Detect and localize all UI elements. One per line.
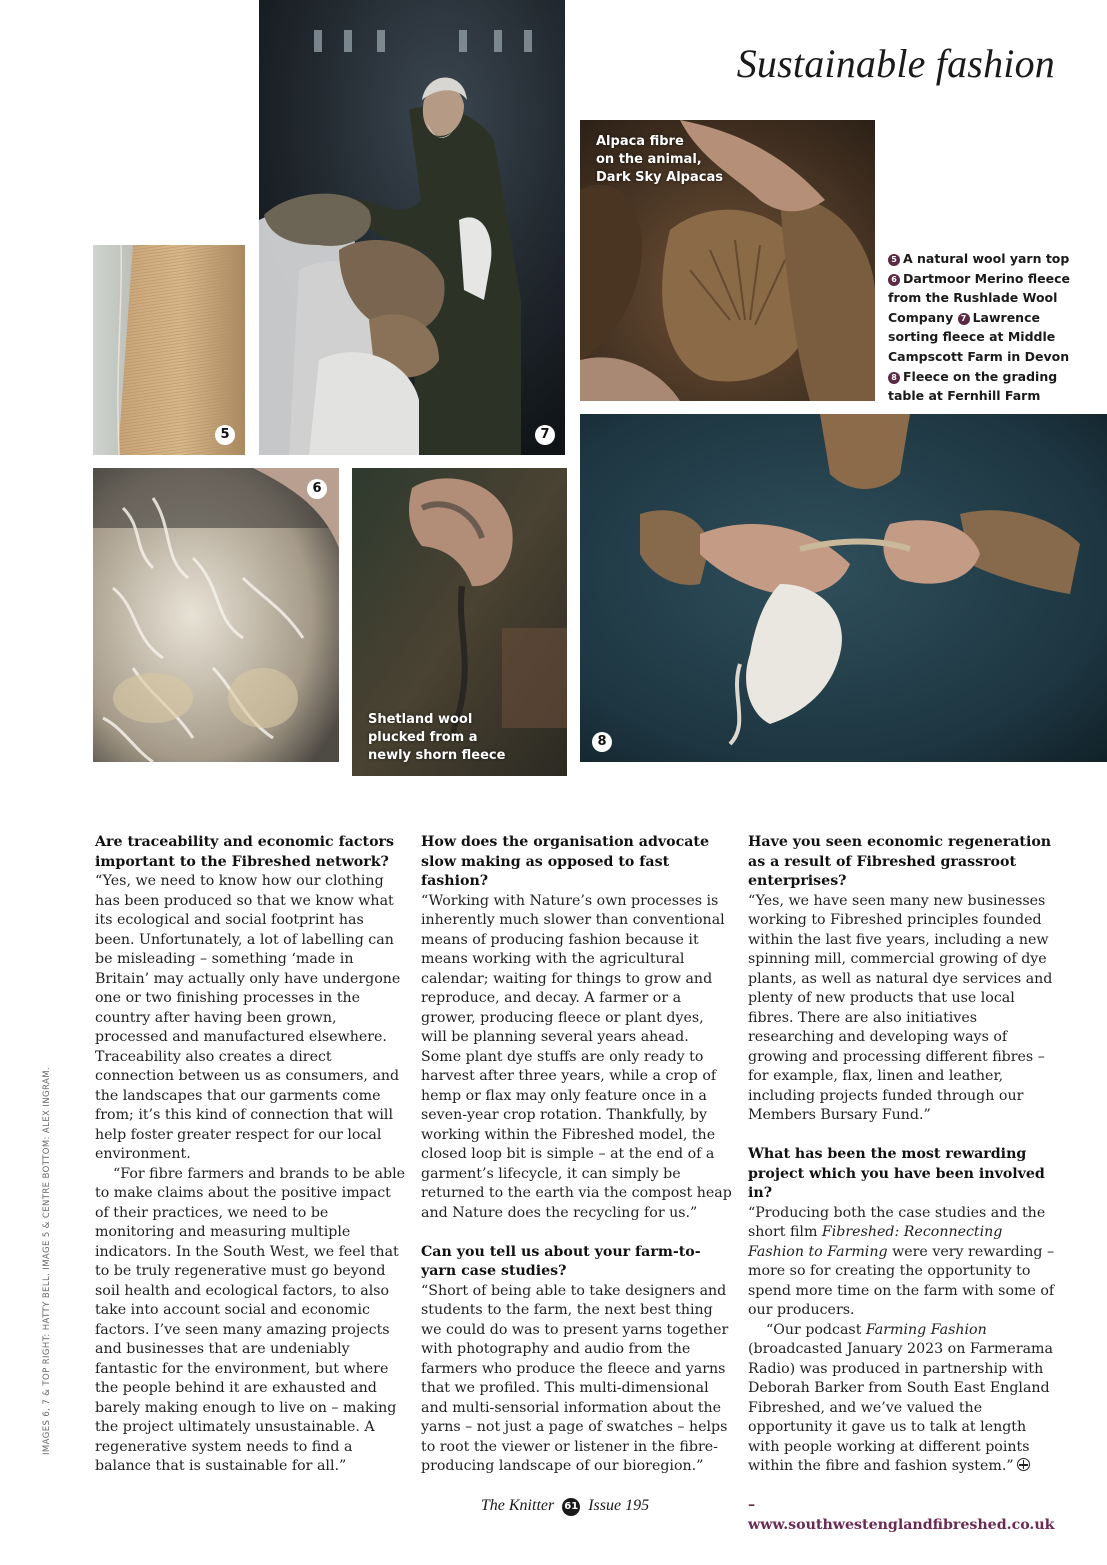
photo-sorting-fleece — [259, 0, 565, 455]
photo-number-badge: 7 — [535, 425, 555, 445]
question-heading: Can you tell us about your farm-to-yarn case studies? — [421, 1243, 701, 1279]
page-footer — [0, 1497, 1107, 1516]
photo-caption-shetland: Shetland wool plucked from a newly shorn fleece — [368, 712, 506, 763]
image-credit: IMAGES 6, 7 & TOP RIGHT: HATTY BELL. IMAGE 5 & CENTRE BOTTOM: ALEX INGRAM. — [42, 1066, 52, 1455]
film-title: Fibreshed: Reconnecting Fashion to Farming — [748, 1224, 1003, 1260]
issue-number: Issue 195 — [588, 1497, 650, 1514]
caption-text: Lawrence sorting fleece at Middle Campscott Farm in Devon — [888, 309, 1070, 364]
photo-captions — [888, 249, 1073, 406]
question-heading: Are traceability and economic factors important to the Fibreshed network? — [95, 834, 395, 870]
question-heading: Have you seen economic regeneration as a result of Fibreshed grassroot enterprises? — [748, 834, 1052, 889]
answer-paragraph: “Yes, we have seen many new businesses working to Fibreshed principles founded within the last five years, including a new spinning mill, commercial growing of dye plants, as well as natural dye services and plenty of new products that use local fibres. There are also initiatives researching and developing ways of growing and processing different fibres – for example, flax, linen and leather, including projects funded through our Members Bursary Fund.” — [748, 892, 1053, 1123]
photo-fleece-grading — [580, 414, 1107, 762]
photo-shetland-wool — [352, 468, 567, 776]
photo-alpaca-fibre — [580, 120, 875, 401]
website-link[interactable]: – www.southwestenglandfibreshed.co.uk — [748, 1497, 1055, 1533]
article-column-2 — [421, 833, 733, 1477]
caption-number: 6 — [888, 274, 900, 286]
answer-paragraph: “Our podcast Farming Fashion (broadcasted January 2023 on Farmerama Radio) was produced in partnership with Deborah Barker from South East England Fibreshed, and we’ve valued the opportunity it gave us to talk at length with people working at different points within the fibre and fashion system.” — [748, 1321, 1053, 1474]
caption-text: Dartmoor Merino fleece from the Rushlade Wool Company — [888, 270, 1070, 325]
photo-number-badge: 5 — [215, 425, 235, 445]
question-heading: How does the organisation advocate slow making as opposed to fast fashion? — [421, 834, 710, 889]
photo-number-badge: 8 — [592, 732, 612, 752]
caption-number: 8 — [888, 372, 900, 384]
photo-yarn-cone — [93, 245, 245, 455]
magazine-name: The Knitter — [480, 1497, 555, 1514]
caption-text: Fleece on the grading table at Fernhill Farm — [888, 368, 1058, 404]
photo-number-badge: 6 — [307, 479, 327, 499]
section-title: Sustainable fashion — [736, 41, 1055, 86]
caption-number: 7 — [958, 313, 970, 325]
answer-paragraph: “Yes, we need to know how our clothing has been produced so that we know what its ecological and social footprint has been. Unfortunately, a lot of labelling can be misleading – something ‘made in Britain’ may actually only have undergone one or two finishing processes in the country after having been grown, processed and manufactured elsewhere. Traceability also creates a direct connection between us as consumers, and the landscapes that our garments come from; it’s this kind of connection that will help foster greater respect for our local environment. — [95, 873, 401, 1162]
answer-paragraph: “Working with Nature’s own processes is inherently much slower than conventional means of producing fashion because it means working with the agricultural calendar; waiting for things to grow and reproduce, and decay. A farmer or a grower, producing fleece or plant dyes, will be planning several years ahead. Some plant dye stuffs are only ready to harvest after three years, while a crop of hemp or flax may only feature once in a seven-year crop rotation. Thankfully, by working within the Fibreshed model, the closed loop bit is simple – at the end of a garment’s lifecycle, it can simply be returned to the earth via the compost heap and Nature does the recycling for us.” — [421, 892, 732, 1221]
photo-merino-fleece — [93, 468, 339, 762]
photo-caption-alpaca: Alpaca fibre on the animal, Dark Sky Alpacas — [596, 134, 723, 185]
article-column-1 — [95, 833, 407, 1477]
article-column-3 — [748, 833, 1060, 1535]
answer-paragraph: “Producing both the case studies and the short film Fibreshed: Reconnecting Fashion to Farming were very rewarding – more so for creating the opportunity to spend more time on the farm with some of our producers. — [748, 1204, 1055, 1318]
answer-paragraph: “For fibre farmers and brands to be able to make claims about the positive impact of their practices, we need to be monitoring and measuring multiple indicators. In the South West, we feel that to be truly regenerative must go beyond soil health and ecological factors, to also take into account social and economic factors. I’ve seen many amazing projects and businesses that are undeniably fantastic for the environment, but where the people behind it are exhausted and barely making enough to live on – making the project ultimately unsustainable. A regenerative system needs to find a balance that is sustainable for all.” — [95, 1165, 406, 1474]
question-heading: What has been the most rewarding project which you have been involved in? — [748, 1146, 1045, 1201]
caption-text: A natural wool yarn top — [903, 251, 1070, 266]
caption-number: 5 — [888, 254, 900, 266]
end-mark-icon — [1017, 1458, 1030, 1471]
podcast-title: Farming Fashion — [865, 1321, 987, 1338]
answer-paragraph: “Short of being able to take designers and students to the farm, the next best thing we could do was to present yarns together with photography and audio from the farmers who produce the fleece and yarns that we profiled. This multi-dimensional and multi-sensorial information about the yarns – not just a page of swatches – helps to root the viewer or listener in the fibre-producing landscape of our bioregion.” — [421, 1282, 729, 1474]
page-number: 61 — [562, 1498, 580, 1516]
